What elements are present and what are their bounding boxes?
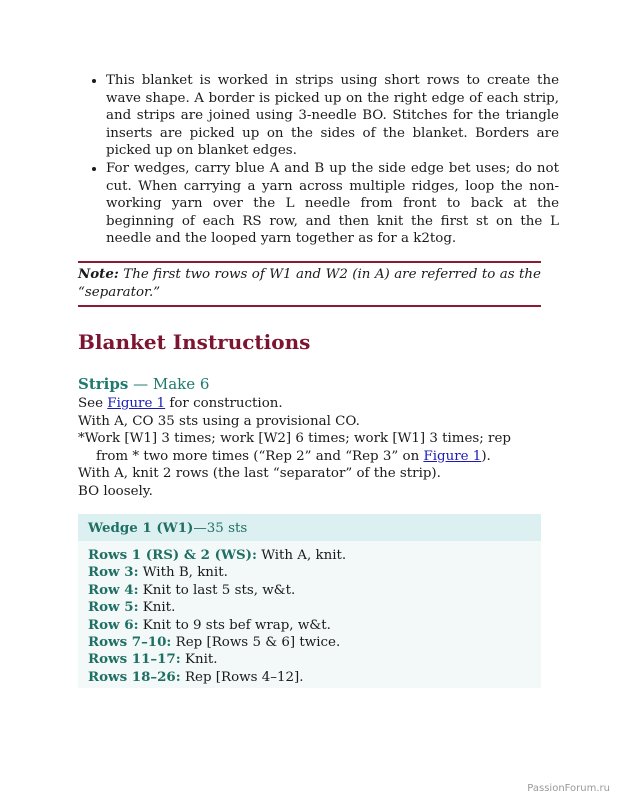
row-label: Row 3:	[88, 564, 139, 581]
strips-dash: —	[128, 375, 153, 393]
row-label: Rows 7–10:	[88, 634, 172, 651]
row-text: With A, knit.	[256, 548, 347, 563]
wedge-row	[88, 617, 531, 634]
wedge-1-title: Wedge 1 (W1)	[88, 520, 194, 536]
row-text: With B, knit.	[138, 565, 228, 581]
section-title: Blanket Instructions	[78, 330, 311, 354]
wedge-1-header	[78, 514, 541, 541]
row-label: Rows 11–17:	[88, 651, 181, 668]
note-text: The first two rows of W1 and W2 (in A) are referred to as the “separator.”	[78, 267, 541, 300]
bind-off-line: BO loosely.	[78, 483, 153, 499]
wedge-1-rows	[78, 541, 541, 686]
row-label: Row 4:	[88, 581, 139, 598]
repeat-line	[78, 430, 541, 465]
row-label: Rows 1 (RS) & 2 (WS):	[88, 547, 257, 563]
wedge-1-stitch-count: —35 sts	[193, 521, 248, 536]
figure-1-link-2[interactable]: Figure 1	[423, 448, 482, 464]
row-text: Rep [Rows 4–12].	[180, 669, 304, 685]
wedge-row	[88, 582, 531, 599]
strips-instructions	[78, 395, 541, 501]
note-label: Note:	[78, 266, 119, 282]
strips-count: Make 6	[152, 375, 210, 393]
knit-rows-line: With A, knit 2 rows (the last “separator” of the strip).	[78, 466, 441, 482]
row-label: Row 6:	[88, 616, 139, 633]
see-pre-text: See	[78, 396, 108, 411]
repeat-pre-text: *Work [W1] 3 times; work [W2] 6 times; work [W1] 3 times; rep from * two more times (“Rep 2” and “Rep 3” on	[78, 431, 511, 464]
wedge-row	[88, 564, 531, 581]
wedge-row	[88, 669, 531, 686]
note-box	[78, 261, 541, 307]
intro-bullet-list	[88, 72, 559, 248]
row-label: Row 5:	[88, 599, 139, 616]
wedge-1-box	[78, 514, 541, 688]
row-text: Knit to 9 sts bef wrap, w&t.	[138, 617, 331, 633]
row-text: Knit.	[138, 600, 176, 616]
row-text: Knit.	[180, 652, 218, 668]
see-post-text: for construction.	[165, 396, 283, 411]
repeat-post-text: ).	[481, 448, 491, 464]
bullet-item: • For wedges, carry blue A and B up the side edge bet uses; do not cut. When carrying a yarn across multiple ridges, loop the non-working yarn over the L needle from front to back at the beginning of each RS row, and then knit the first st on the L needle and the looped yarn together as for a k2tog.	[106, 160, 559, 248]
wedge-row	[88, 547, 531, 564]
bullet-item: • This blanket is worked in strips using short rows to create the wave shape. A border is picked up on the right edge of each strip, and strips are joined using 3-needle BO. Stitches for the triangle inserts are picked up on the sides of the blanket. Borders are picked up on blanket edges.	[106, 72, 559, 160]
cast-on-line: With A, CO 35 sts using a provisional CO.	[78, 413, 360, 429]
strips-label: Strips	[78, 375, 129, 393]
wedge-row	[88, 599, 531, 616]
strips-heading	[78, 375, 209, 393]
row-text: Rep [Rows 5 & 6] twice.	[171, 635, 341, 651]
see-figure-line	[78, 395, 541, 413]
row-text: Knit to last 5 sts, w&t.	[138, 582, 296, 598]
row-label: Rows 18–26:	[88, 668, 181, 685]
wedge-row	[88, 634, 531, 651]
wedge-row	[88, 651, 531, 668]
figure-1-link[interactable]: Figure 1	[107, 396, 166, 411]
site-watermark: PassionForum.ru	[527, 783, 610, 794]
